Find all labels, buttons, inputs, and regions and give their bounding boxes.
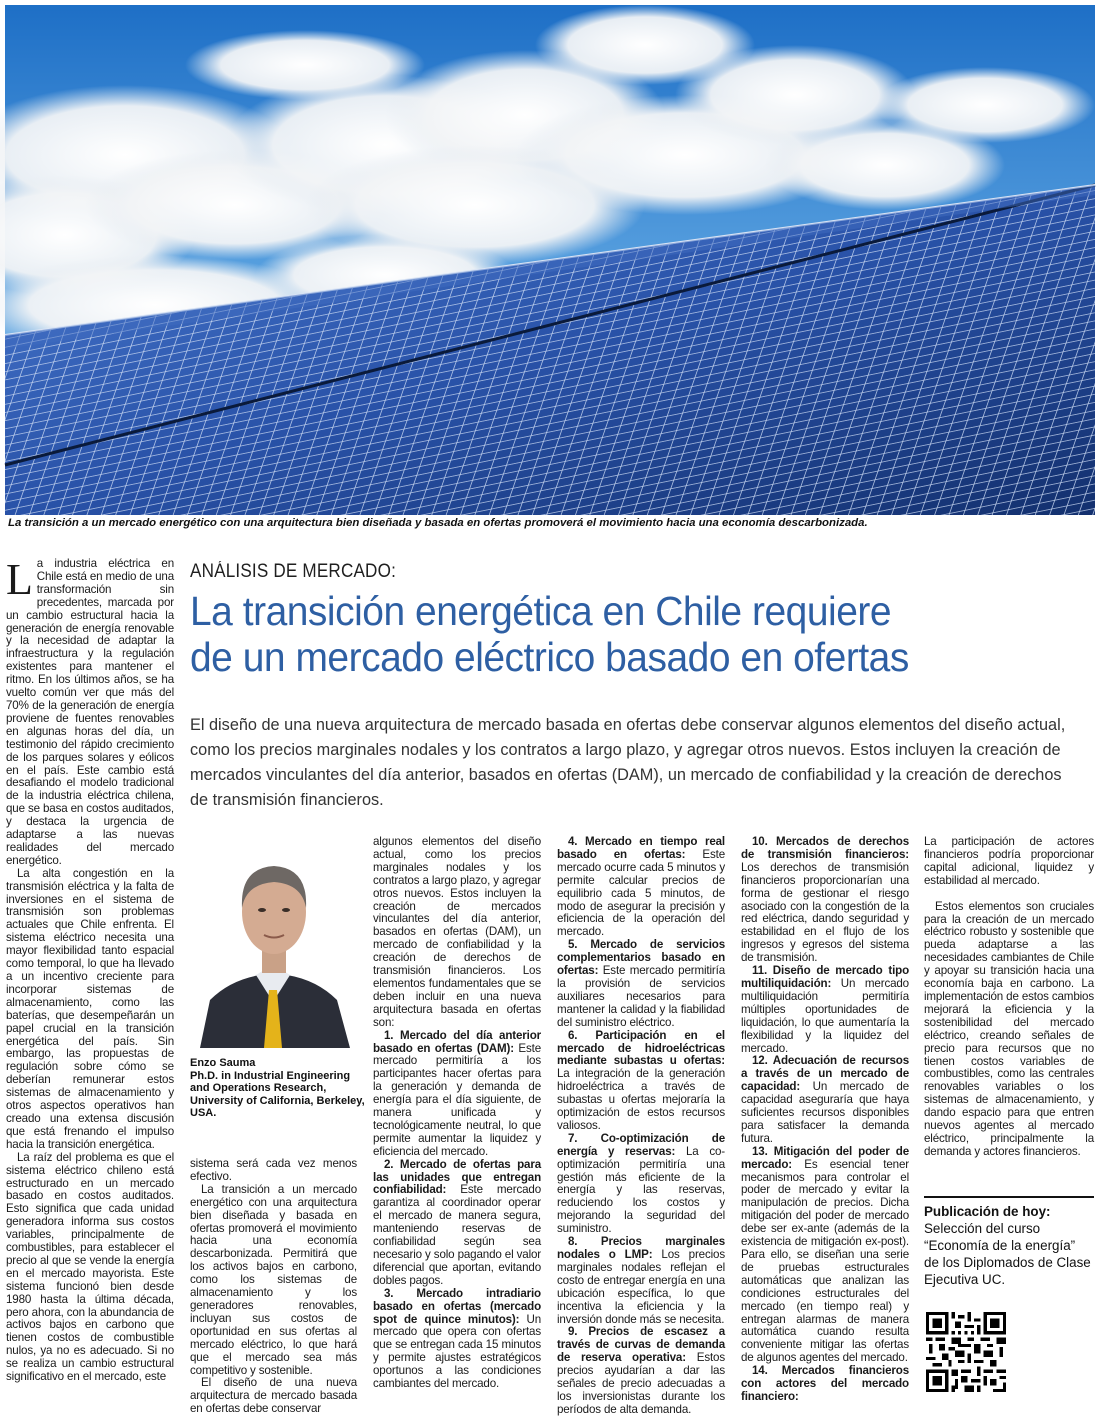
author-country: USA. <box>190 1107 217 1119</box>
author-photo <box>190 830 357 1048</box>
list-item-7: 7. Co-optimización de energía y reservas: La co-optimización permitiría una gestión más eficiente de la energía y las reservas, reduciendo los costos y mejorando la seguridad del suministro. <box>557 1131 725 1236</box>
list-item-13: 13. Mitigación del poder de mercado: Es esencial tener mecanismos para controlar el poder de mercado y evitar la manipulación de precios. Dicha mitigación del poder de mercado debe ser ex-ante (además de la existencia de mitigación ex-post). Para ello, se diseñan una serie de pruebas estructurales automáticas que analizan las condiciones estructurales del mercado (en tiempo real) y entregan alarmas de manera automática cuando resulta conveniente mitigar las ofertas de algunos agentes del mercado. <box>741 1144 909 1365</box>
list-item-2: 2. Mercado de ofertas para las unidades que entregan confiabilidad: Este mercado garantiza al coordinador operar el mercado de manera segura, manteniendo reservas de confiabilidad según sea necesario y solo pagando el valor diferencial que aportan, evitando dobles pagos. <box>373 1157 541 1287</box>
col2-paragraph-1: sistema será cada vez menos efectivo. <box>190 1157 357 1183</box>
list-item-10: 10. Mercados de derechos de transmisión financieros: Los derechos de transmisión financieros proporcionarían una forma de gestionar el riesgo asociado con la congestión de la red eléctrica, dando seguridad y estabilidad en el flujo de los ingresos y egresos del sistema de transmisión. <box>741 835 909 965</box>
author-portrait-image <box>190 830 357 1048</box>
article-column-4 <box>557 835 725 1416</box>
list-item-1: 1. Mercado del día anterior basado en ofertas (DAM): Este mercado permitiría a los participantes hacer ofertas para la generación y demanda de energía para el día siguiente, de manera unificada y tecnológicamente neutral, lo que permite aumentar la liquidez y eficiencia del mercado. <box>373 1028 541 1158</box>
article-column-6 <box>924 836 1094 1186</box>
headline <box>190 588 1045 680</box>
drop-cap: L <box>6 555 33 604</box>
list-item-5: 5. Mercado de servicios complementarios basado en ofertas: Este mercado permitiría la provisión de servicios auxiliares necesarios para mantener la calidad y la fiabilidad del suministro eléctrico. <box>557 938 725 1029</box>
col1-paragraph-2: La alta congestión en la transmisión eléctrica y la falta de inversiones en el sistema de transmisión son problemas actuales que Chile enfrenta. El sistema eléctrico necesita una mayor flexibilidad tanto espacial como temporal, lo que ha llevado a un incentivo creciente para incorporar sistemas de almacenamiento, como las baterías, que desempeñarán un papel crucial en la transición energética del país. Sin embargo, las propuestas de regulación sobre cómo se deberían remunerar estos sistemas de almacenamiento y otros aspectos operativos han creado una extensa discusión que está frenando el impulso hacia la transición energética. <box>6 866 174 1151</box>
kicker: ANÁLISIS DE MERCADO: <box>190 561 397 582</box>
publication-title: Publicación de hoy: <box>924 1204 1051 1219</box>
author-degree: Ph.D. in Industrial Engineering <box>190 1069 351 1082</box>
list-item-9: 9. Precios de escasez a través de curvas de demanda de reserva operativa: Estos precios ayudarían a dar las señales de precio adecuadas a los inversionistas durante los períodos de alta demanda. <box>557 1325 725 1416</box>
list-item-3: 3. Mercado intradiario basado en ofertas (mercado spot de quince minutos): Un mercado que opera con ofertas que se entregan cada 15 minutos y permite ajustes estratégicos oportunos a las condiciones cambiantes del mercado. <box>373 1286 541 1391</box>
list-item-6: 6. Participación en el mercado de hidroeléctricas mediante subastas u ofertas: La integración de la generación hidroeléctrica a través de subastas u ofertas mejoraría la optimización de estos recursos valiosos. <box>557 1028 725 1132</box>
publication-box <box>924 1203 1094 1288</box>
article-column-5 <box>741 835 909 1403</box>
col6-paragraph-1: La participación de actores financieros podría proporcionar capital adicional, liquidez y estabilidad al mercado. <box>924 835 1094 887</box>
article-column-2 <box>190 1157 357 1416</box>
col1-paragraph-3: La raíz del problema es que el sistema eléctrico chileno está estructurado en un mercado basado en costos auditados. Esto significa que cada unidad generadora informa sus costos variables, principalmente de combustibles, para establecer el precio al que se vende la energía en el mercado mayorista. Este sistema funcionó bien desde 1980 hasta la última década, pero ahora, con la abundancia de activos bajos en carbono que tienen costos de combustible nulos, ya no es adecuado. Si no se realiza un cambio estructural significativo en el mercado, este <box>6 1150 174 1384</box>
col6-paragraph-2: Estos elementos son cruciales para la creación de un mercado eléctrico robusto y sostenible que pueda adaptarse a las necesidades cambiantes de Chile y apoyar su transición hacia una economía baja en carbono. La implementación de estos cambios mejorará la eficiencia y la sostenibilidad del mercado eléctrico, creando señales de precio para recursos que no tienen costos variables de combustibles, como las centrales renovables variables o los sistemas de almacenamiento, y dando espacio para que entren nuevos agentes al mercado eléctrico, principalmente la demanda y actores financieros. <box>924 899 1094 1158</box>
list-item-12: 12. Adecuación de recursos a través de un mercado de capacidad: Un mercado de capacidad aseguraría que haya suficientes recursos disponibles para satisfacer la demanda futura. <box>741 1054 909 1145</box>
headline-line-2: de un mercado eléctrico basado en ofertas <box>190 634 909 680</box>
publication-line-2: “Economía de la energía” <box>924 1238 1076 1253</box>
sidebar-rule <box>924 1196 1094 1198</box>
col2-paragraph-3: El diseño de una nueva arquitectura de mercado basada en ofertas debe conservar <box>190 1376 357 1416</box>
publication-line-4: Ejecutiva UC. <box>924 1272 1006 1287</box>
author-field: and Operations Research, <box>190 1082 327 1094</box>
col2-paragraph-2: La transición a un mercado energético con una arquitectura bien diseñada y basada en ofertas promoverá el movimiento hacia una economía descarbonizada. Permitirá que los activos bajos en carbono, como los sistemas de almacenamiento y los generadores renovables, incluyan sus costos de oportunidad en sus ofertas al mercado eléctrico, lo que hará que el mercado sea más competitivo y sostenible. <box>190 1182 357 1377</box>
article-column-1 <box>6 555 174 1396</box>
headline-line-1: La transición energética en Chile requiere <box>190 588 892 634</box>
col3-paragraph-1: algunos elementos del diseño actual, como los precios marginales nodales y los contratos a largo plazo, y agregar otros nuevos. Estos incluyen la creación de mercados vinculantes del día anterior, basados en ofertas (DAM), un mercado de confiabilidad y la creación de derechos de transmisión financieros. Los elementos fundamentales que se deben incluir en una nueva arquitectura basada en ofertas son: <box>373 835 541 1029</box>
author-name: Enzo Sauma <box>190 1057 256 1069</box>
article-column-3 <box>373 836 541 1396</box>
hero-photo <box>5 5 1095 515</box>
solar-panels-image <box>5 5 1095 515</box>
list-item-8: 8. Precios marginales nodales o LMP: Los precios marginales nodales reflejan el costo de entregar energía en una ubicación específica, lo que incentiva la eficiencia y la inversión donde más se necesita. <box>557 1235 725 1326</box>
author-credit <box>190 1057 365 1120</box>
publication-line-1: Selección del curso <box>924 1221 1041 1236</box>
photo-caption: La transición a un mercado energético con una arquitectura bien diseñada y basada en ofertas promoverá el movimiento hacia una economía descarbonizada. <box>8 517 868 529</box>
list-item-4: 4. Mercado en tiempo real basado en ofertas: Este mercado ocurre cada 5 minutos y permite calcular precios de equilibrio cada 5 minutos, de modo de asegurar la precisión y eficiencia de la operación del mercado. <box>557 835 725 939</box>
author-university: University of California, Berkeley, <box>190 1094 365 1107</box>
list-item-14: 14. Mercados financieros con actores del mercado financiero: <box>741 1364 909 1403</box>
qr-code-icon[interactable] <box>926 1312 1006 1392</box>
col1-paragraph-1: a industria eléctrica en Chile está en medio de una transformación sin precedentes, marcada por un cambio estructural hacia la generación de energía renovable y la necesidad de adaptar la infraestructura y la regulación existentes para mantener el ritmo. En los últimos años, se ha vuelto común ver que más del 70% de la generación de energía proviene de fuentes renovables en algunas horas del día, un testimonio del rápido crecimiento de los parques solares y eólicos en el país. Este cambio está desafiando el modelo tradicional de la industria eléctrica chilena, que se basa en costos auditados, y destaca la urgencia de adaptarse a las nuevas realidades del mercado energético. <box>6 557 174 867</box>
publication-line-3: de los Diplomados de Clase <box>924 1255 1091 1270</box>
list-item-11: 11. Diseño de mercado tipo multiliquidación: Un mercado multiliquidación permitiría múltiples oportunidades de liquidación, lo que aumentaría la flexibilidad y la liquidez del mercado. <box>741 964 909 1055</box>
lead-paragraph: El diseño de una nueva arquitectura de mercado basada en ofertas debe conservar algunos elementos del diseño actual, como los precios marginales nodales y los contratos a largo plazo, y agregar otros nuevos. Estos incluyen la creación de mercados vinculantes del día anterior, basados en ofertas (DAM), un mercado de confiabilidad y la creación de derechos de transmisión financieros. <box>190 716 1066 809</box>
